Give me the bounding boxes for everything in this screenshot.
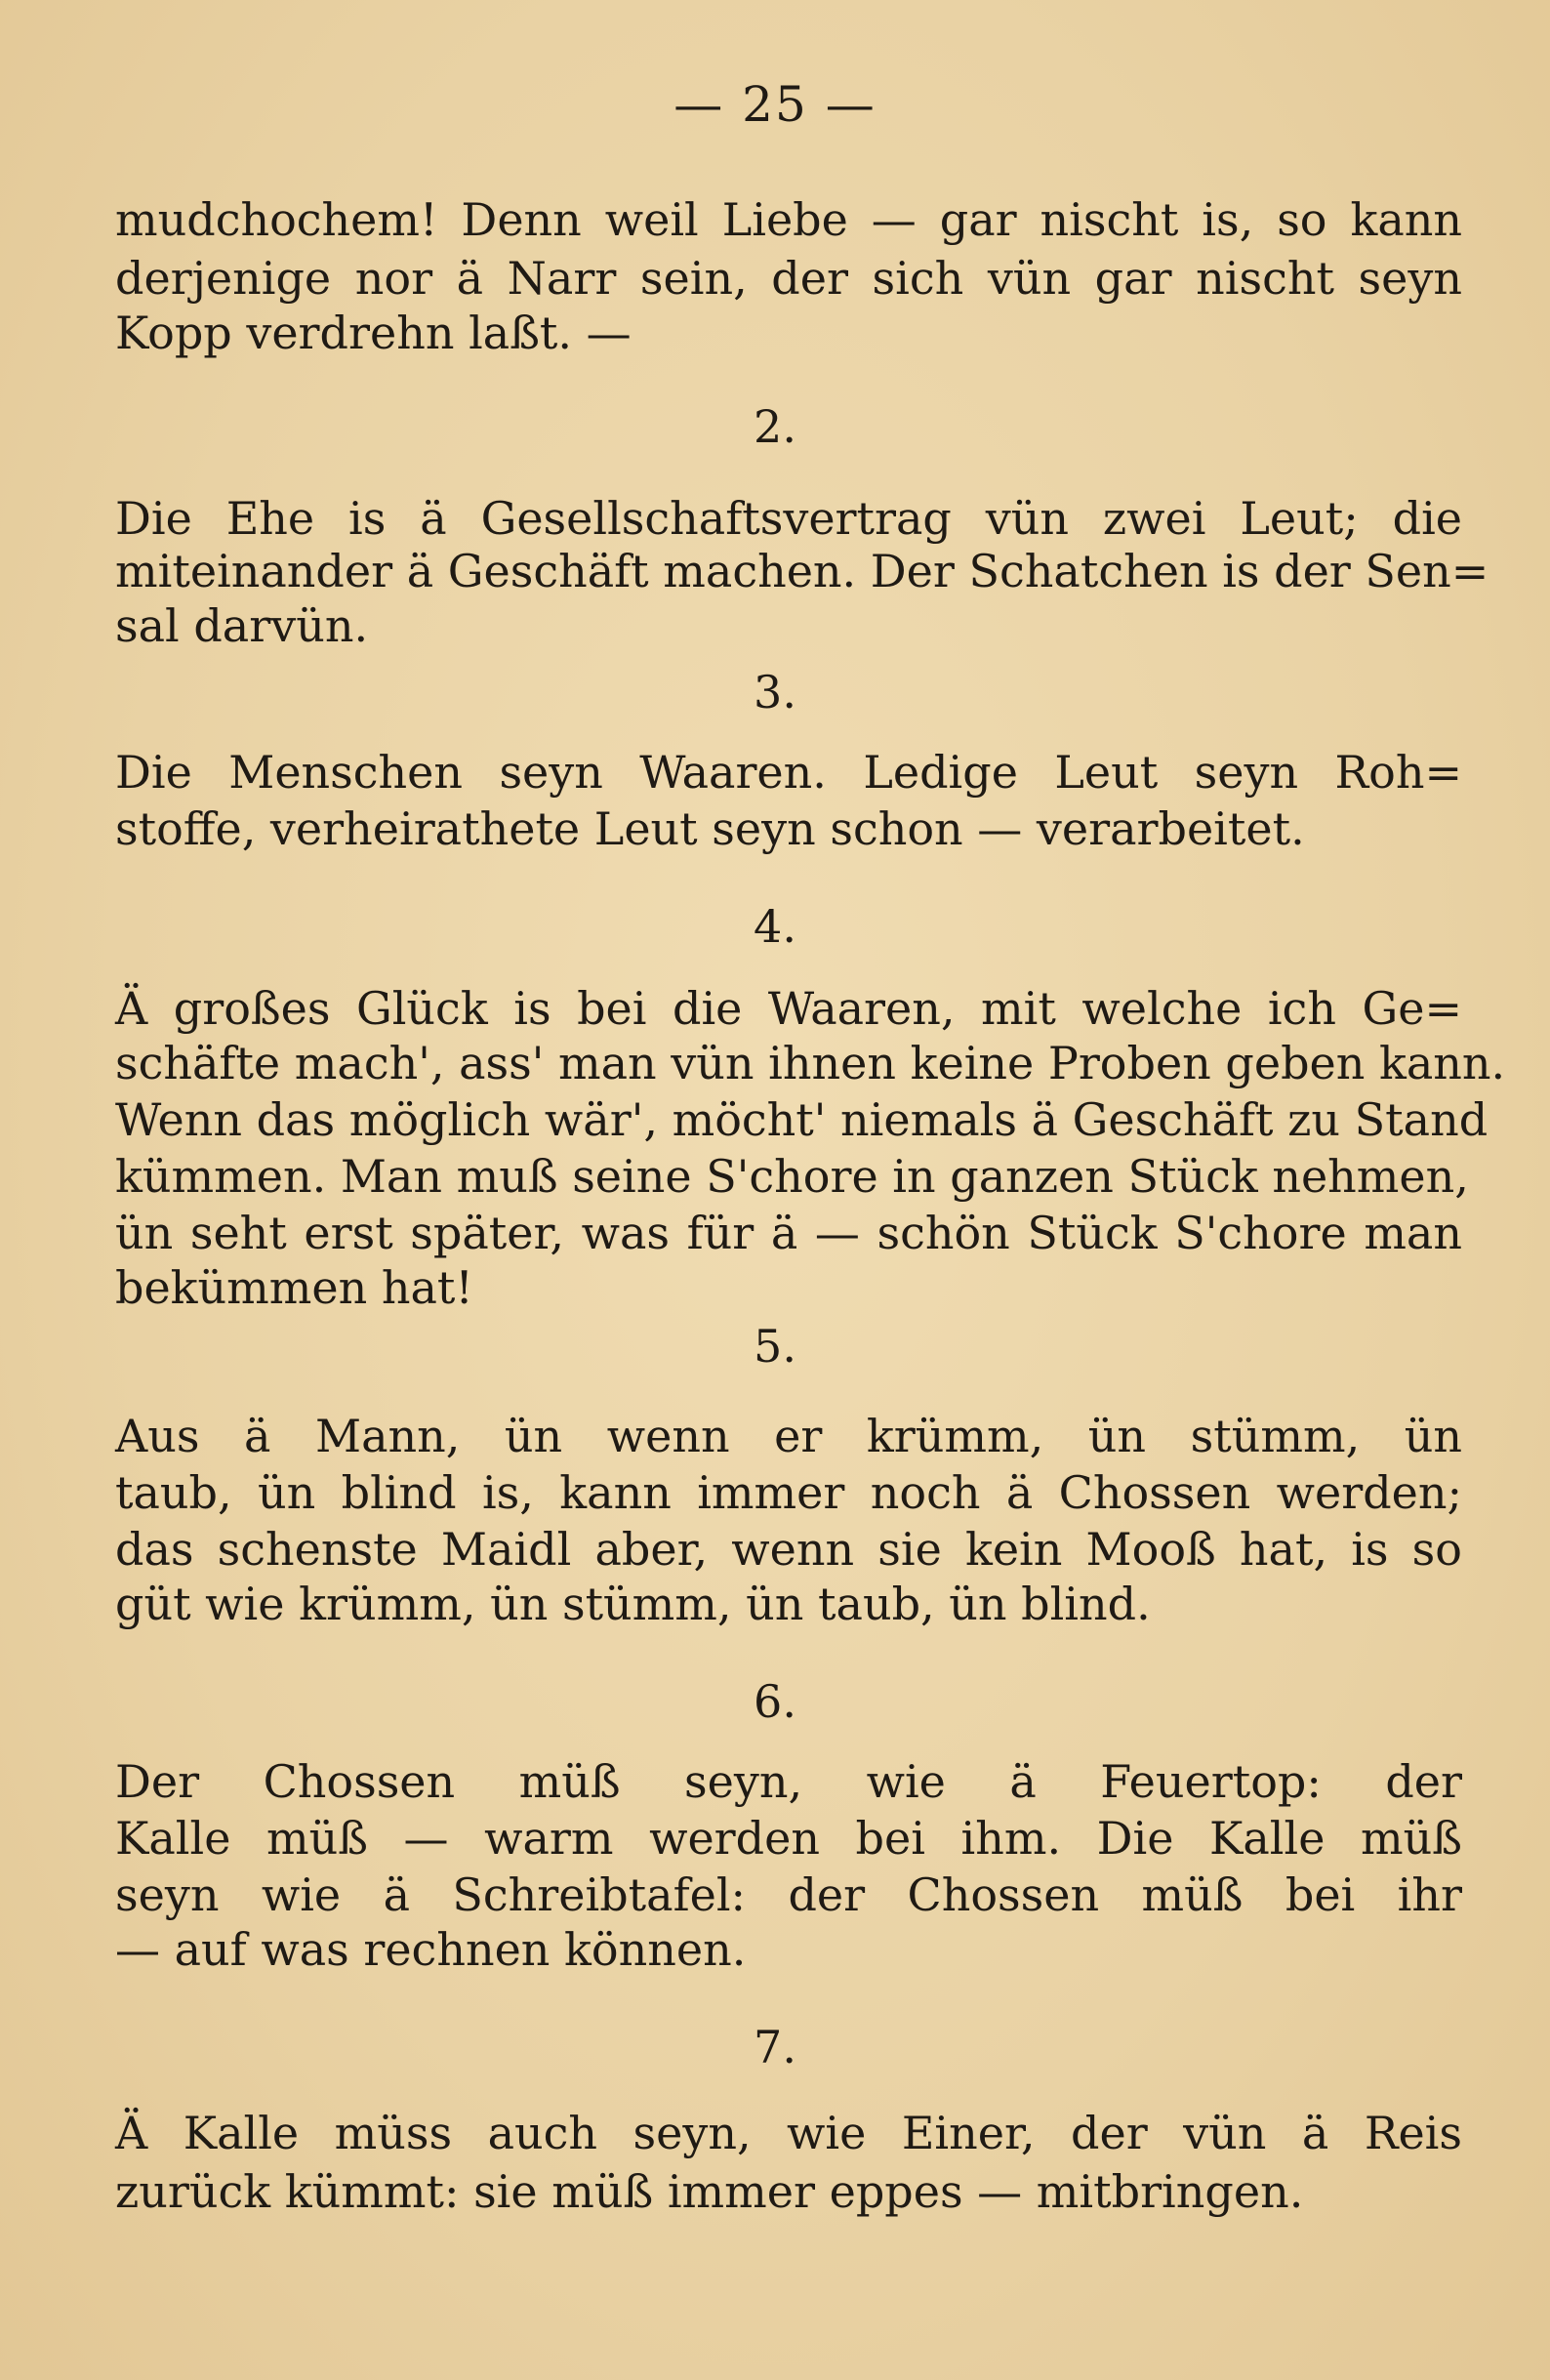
text-line: kümmen. Man muß seine S'chore in ganzen Stück nehmen,	[115, 1150, 1469, 1203]
text-line: Die Ehe is ä Gesellschaftsvertrag vün zwei Leut; die	[115, 492, 1462, 545]
section-number: 5.	[754, 1320, 796, 1373]
page-number: — 25 —	[673, 76, 877, 133]
text-line: seyn wie ä Schreibtafel: der Chossen müß bei ihr	[115, 1868, 1462, 1921]
section-number: 6.	[754, 1675, 796, 1728]
text-line: Kalle müß — warm werden bei ihm. Die Kalle müß	[115, 1812, 1462, 1865]
section-number: 3.	[754, 666, 796, 718]
text-line: — auf was rechnen können.	[115, 1923, 747, 1976]
section-number: 4.	[754, 900, 796, 953]
text-line: güt wie krümm, ün stümm, ün taub, ün blind.	[115, 1578, 1151, 1630]
text-line: ün seht erst später, was für ä — schön Stück S'chore man	[115, 1207, 1462, 1259]
text-line: Der Chossen müß seyn, wie ä Feuertop: der	[115, 1755, 1462, 1808]
text-line: Wenn das möglich wär', möcht' niemals ä Geschäft zu Stand	[115, 1093, 1489, 1146]
text-line: zurück kümmt: sie müß immer eppes — mitbringen.	[115, 2165, 1304, 2218]
text-line: Kopp verdrehn laßt. —	[115, 307, 632, 359]
text-line: das schenste Maidl aber, wenn sie kein Mooß hat, is so	[115, 1523, 1462, 1576]
text-line: Ä großes Glück is bei die Waaren, mit welche ich Ge=	[115, 982, 1462, 1035]
text-line: derjenige nor ä Narr sein, der sich vün gar nischt seyn	[115, 252, 1462, 305]
text-line: miteinander ä Geschäft machen. Der Schatchen is der Sen=	[115, 545, 1489, 597]
text-line: stoffe, verheirathete Leut seyn schon — verarbeitet.	[115, 802, 1305, 855]
section-number: 2.	[754, 400, 796, 453]
text-line: Aus ä Mann, ün wenn er krümm, ün stümm, ün	[115, 1410, 1462, 1462]
text-line: mudchochem! Denn weil Liebe — gar nischt is, so kann	[115, 193, 1462, 246]
text-line: sal darvün.	[115, 599, 369, 652]
text-line: Ä Kalle müss auch seyn, wie Einer, der vün ä Reis	[115, 2107, 1462, 2159]
text-line: taub, ün blind is, kann immer noch ä Chossen werden;	[115, 1466, 1462, 1519]
text-line: schäfte mach', ass' man vün ihnen keine Proben geben kann.	[115, 1037, 1506, 1089]
text-line: bekümmen hat!	[115, 1261, 473, 1314]
text-line: Die Menschen seyn Waaren. Ledige Leut seyn Roh=	[115, 746, 1462, 799]
section-number: 7.	[754, 2021, 796, 2073]
